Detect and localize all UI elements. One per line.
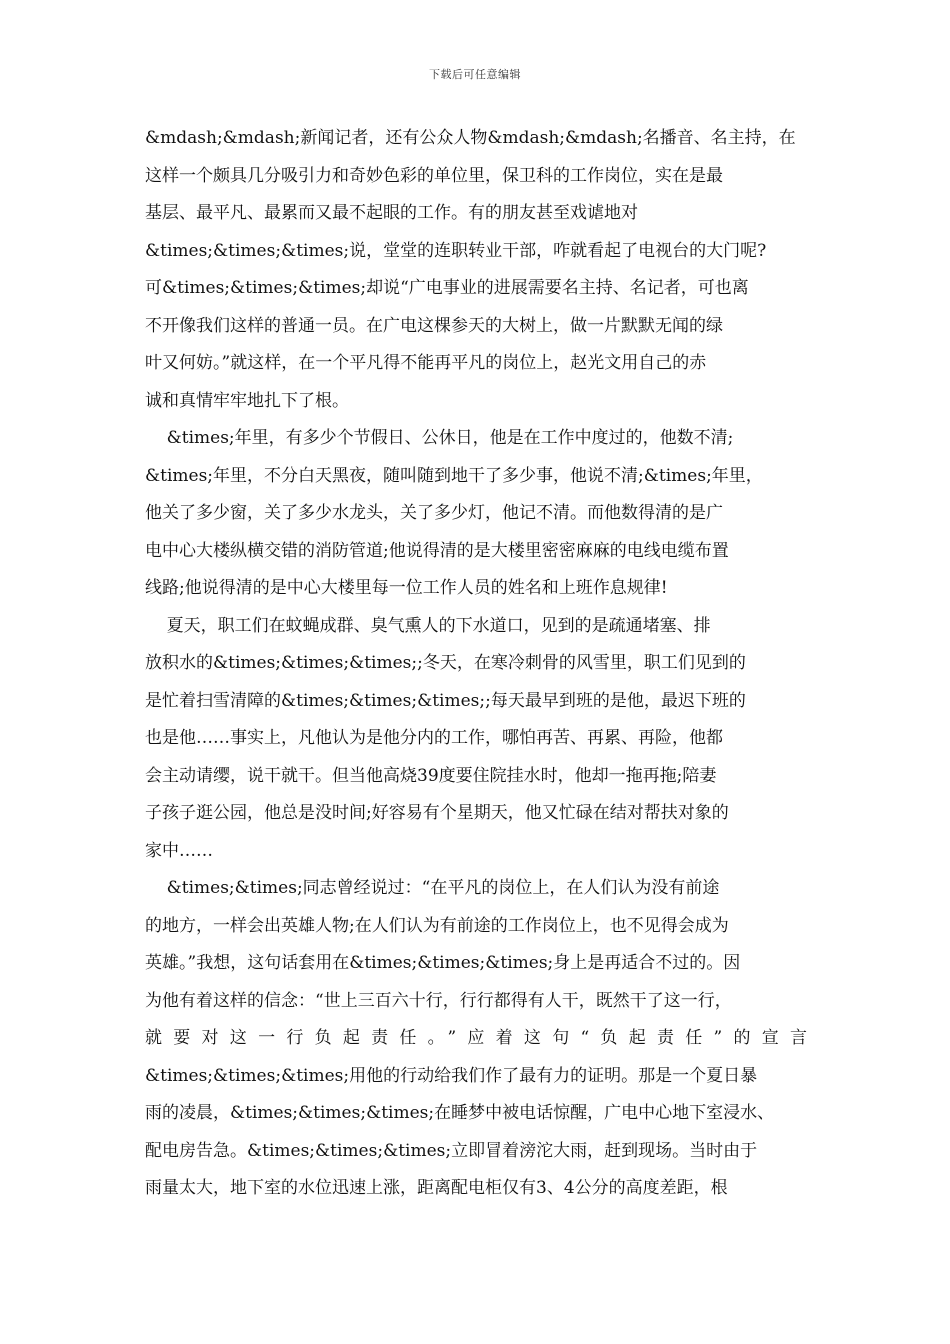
text-line: 线路;他说得清的是中心大楼里每一位工作人员的姓名和上班作息规律! [145,578,668,598]
text-line: 也是他……事实上，凡他认为是他分内的工作，哪怕再苦、再累、再险，他都 [145,728,723,748]
text-line: 基层、最平凡、最累而又最不起眼的工作。有的朋友甚至戏谑地对 [145,203,638,223]
document-body [145,120,807,1208]
text-line: 诚和真情牢牢地扎下了根。 [145,390,349,411]
text-line: 放积水的&times;&times;&times;;冬天，在寒冷刺骨的风雪里，职工们见到的 [145,653,746,673]
text-line: &times;年里，不分白天黑夜，随叫随到地干了多少事，他说不清;&times;年里， [145,465,763,486]
text-line: 电中心大楼纵横交错的消防管道;他说得清的是大楼里密密麻麻的电线电缆布置 [145,540,729,561]
text-line: 配电房告急。&times;&times;&times;立即冒着滂沱大雨，赶到现场。当时由于 [145,1140,758,1161]
text-line: 英雄。”我想，这句话套用在&times;&times;&times;身上是再适合不过的。因 [145,953,741,973]
text-line: &mdash;&mdash;新闻记者，还有公众人物&mdash;&mdash;名播音、名主持，在 [145,128,796,148]
text-line: 这样一个颇具几分吸引力和奇妙色彩的单位里，保卫科的工作岗位，实在是最 [145,165,723,186]
text-line: 是忙着扫雪清障的&times;&times;&times;;每天最早到班的是他，最迟下班的 [145,690,746,711]
text-line: 子孩子逛公园，他总是没时间;好容易有个星期天，他又忙碌在结对帮扶对象的 [145,803,729,823]
text-line: &times;&times;同志曾经说过：“在平凡的岗位上，在人们认为没有前途 [145,878,720,898]
text-line: 会主动请缨，说干就干。但当他高烧39度要住院挂水时，他却一拖再拖;陪妻 [145,765,717,786]
text-line: 雨的凌晨，&times;&times;&times;在睡梦中被电话惊醒，广电中心地下室浸水、 [145,1103,775,1123]
text-line: 夏天，职工们在蚊蝇成群、臭气熏人的下水道口，见到的是疏通堵塞、排 [145,615,711,636]
text-line: 为他有着这样的信念：“世上三百六十行，行行都得有人干，既然干了这一行， [145,990,732,1011]
text-line: 可&times;&times;&times;却说“广电事业的进展需要名主持、名记者，可也离 [145,278,749,298]
text-line: &times;年里，有多少个节假日、公休日，他是在工作中度过的，他数不清; [145,428,734,448]
text-line: &times;&times;&times;用他的行动给我们作了最有力的证明。那是一个夏日暴 [145,1065,758,1086]
text-line: 家中…… [145,840,213,861]
text-line: 不开像我们这样的普通一员。在广电这棵参天的大树上，做一片默默无闻的绿 [145,315,723,336]
text-line: 他关了多少窗，关了多少水龙头，关了多少灯，他记不清。而他数得清的是广 [145,503,723,523]
text-line: &times;&times;&times;说，堂堂的连职转业干部，咋就看起了电视台的大门呢? [145,240,767,261]
page-header: 下载后可任意编辑 [429,68,521,81]
text-line: 就要对这一行负起责任。”应着这句“负起责任”的宣言 [145,1028,807,1048]
text-line: 雨量太大，地下室的水位迅速上涨，距离配电柜仅有3、4公分的高度差距，根 [145,1178,728,1198]
text-line: 的地方，一样会出英雄人物;在人们认为有前途的工作岗位上，也不见得会成为 [145,915,729,936]
text-line: 叶又何妨。”就这样，在一个平凡得不能再平凡的岗位上，赵光文用自己的赤 [145,353,707,373]
